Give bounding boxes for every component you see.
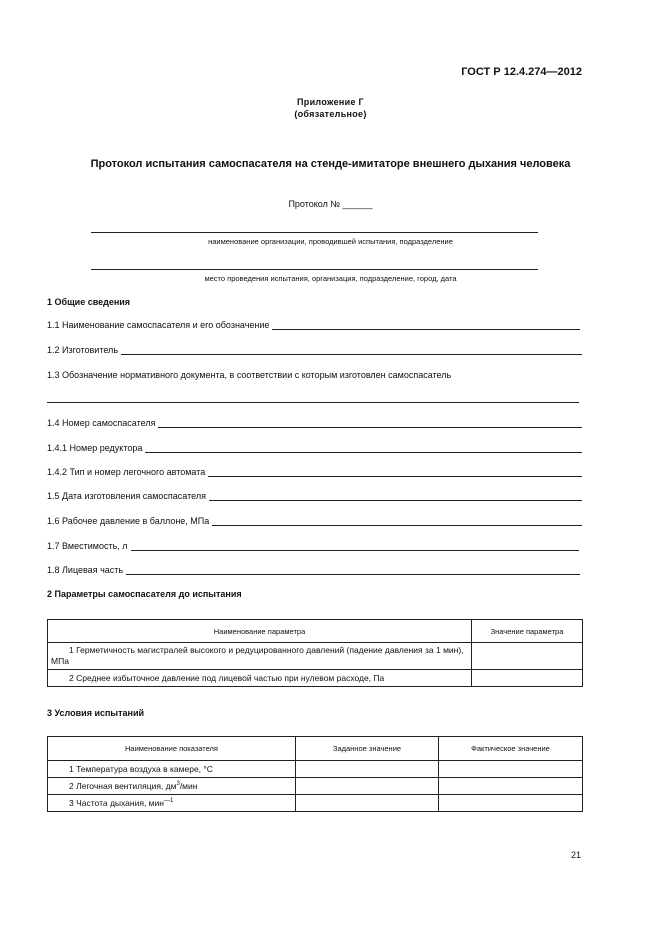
field-underline[interactable] — [126, 566, 580, 575]
field-label: 1.8 Лицевая часть — [47, 565, 124, 575]
indicator-label: 3 Частота дыхания, мин — [69, 798, 164, 808]
table-row — [48, 795, 583, 812]
section1-heading: 1 Общие сведения — [47, 297, 131, 307]
org-name-line[interactable] — [91, 232, 538, 233]
field-1-4[interactable] — [47, 418, 582, 428]
field-1-7[interactable] — [47, 541, 579, 551]
field-1-8[interactable] — [47, 565, 580, 575]
protocol-title: Протокол испытания самоспасателя на стенде-имитаторе внешнего дыхания человека — [90, 158, 571, 170]
parameter-value-cell[interactable] — [472, 670, 583, 687]
field-label: 1.4 Номер самоспасателя — [47, 418, 156, 428]
field-label: 1.4.1 Номер редуктора — [47, 443, 143, 453]
indicator-label: 1 Температура воздуха в камере, °С — [69, 764, 213, 774]
org-name-caption: наименование организации, проводившей испытания, подразделение — [208, 237, 453, 246]
field-underline[interactable] — [121, 346, 582, 355]
indicator-name — [48, 778, 296, 795]
conditions-table — [47, 736, 583, 812]
parameter-name: 2 Среднее избыточное давление под лицевой частью при нулевом расходе, Па — [48, 670, 472, 687]
target-value-cell[interactable] — [296, 761, 439, 778]
table-row — [48, 670, 583, 687]
indicator-name — [48, 761, 296, 778]
indicator-unit-tail: /мин — [179, 781, 198, 791]
field-label: 1.5 Дата изготовления самоспасателя — [47, 491, 206, 501]
table-row — [48, 761, 583, 778]
protocol-number: Протокол № ______ — [288, 199, 373, 209]
column-header: Фактическое значение — [439, 737, 583, 761]
field-1-3 — [47, 370, 580, 380]
indicator-unit-exponent: 3 — [176, 781, 180, 788]
appendix-title: Приложение Г — [297, 97, 364, 107]
indicator-label: 2 Легочная вентиляция, дм — [69, 781, 177, 791]
target-value-cell[interactable] — [296, 778, 439, 795]
place-date-line[interactable] — [91, 269, 538, 270]
appendix-status: (обязательное) — [294, 109, 367, 119]
target-value-cell[interactable] — [296, 795, 439, 812]
actual-value-cell[interactable] — [439, 778, 583, 795]
column-header: Заданное значение — [296, 737, 439, 761]
field-underline[interactable] — [272, 321, 580, 330]
field-1-4-2[interactable] — [47, 467, 582, 477]
field-underline[interactable] — [158, 419, 582, 428]
field-underline[interactable] — [209, 492, 582, 501]
field-label: 1.7 Вместимость, л — [47, 541, 128, 551]
actual-value-cell[interactable] — [439, 795, 583, 812]
actual-value-cell[interactable] — [439, 761, 583, 778]
field-underline[interactable] — [145, 444, 582, 453]
field-1-4-1[interactable] — [47, 443, 582, 453]
field-1-2[interactable] — [47, 345, 582, 355]
place-date-caption: место проведения испытания, организация, подразделение, город, дата — [204, 274, 457, 283]
field-1-3-underline[interactable] — [47, 402, 579, 403]
column-header: Значение параметра — [472, 620, 583, 643]
table-row — [48, 643, 583, 670]
column-header: Наименование показателя — [48, 737, 296, 761]
field-label: 1.2 Изготовитель — [47, 345, 119, 355]
parameter-value-cell[interactable] — [472, 643, 583, 670]
field-1-6[interactable] — [47, 516, 582, 526]
field-underline[interactable] — [212, 517, 582, 526]
indicator-unit-exponent: —1 — [163, 798, 174, 805]
column-header: Наименование параметра — [48, 620, 472, 643]
section3-heading: 3 Условия испытаний — [47, 708, 145, 718]
field-label: 1.3 Обозначение нормативного документа, в соответствии с которым изготовлен самоспасатель — [47, 370, 452, 380]
field-1-1[interactable] — [47, 320, 580, 330]
field-underline[interactable] — [131, 542, 579, 551]
section2-heading: 2 Параметры самоспасателя до испытания — [47, 589, 242, 599]
table-row — [48, 778, 583, 795]
field-label: 1.4.2 Тип и номер легочного автомата — [47, 467, 206, 477]
parameters-table — [47, 619, 583, 687]
field-underline[interactable] — [208, 468, 582, 477]
parameter-name: 1 Герметичность магистралей высокого и редуцированного давлений (падение давления за 1 мин), МПа — [48, 643, 472, 670]
field-1-5[interactable] — [47, 491, 582, 501]
page-number: 21 — [570, 850, 581, 860]
field-label: 1.6 Рабочее давление в баллоне, МПа — [47, 516, 210, 526]
indicator-name — [48, 795, 296, 812]
document-code: ГОСТ Р 12.4.274—2012 — [461, 66, 582, 78]
field-label: 1.1 Наименование самоспасателя и его обозначение — [47, 320, 270, 330]
